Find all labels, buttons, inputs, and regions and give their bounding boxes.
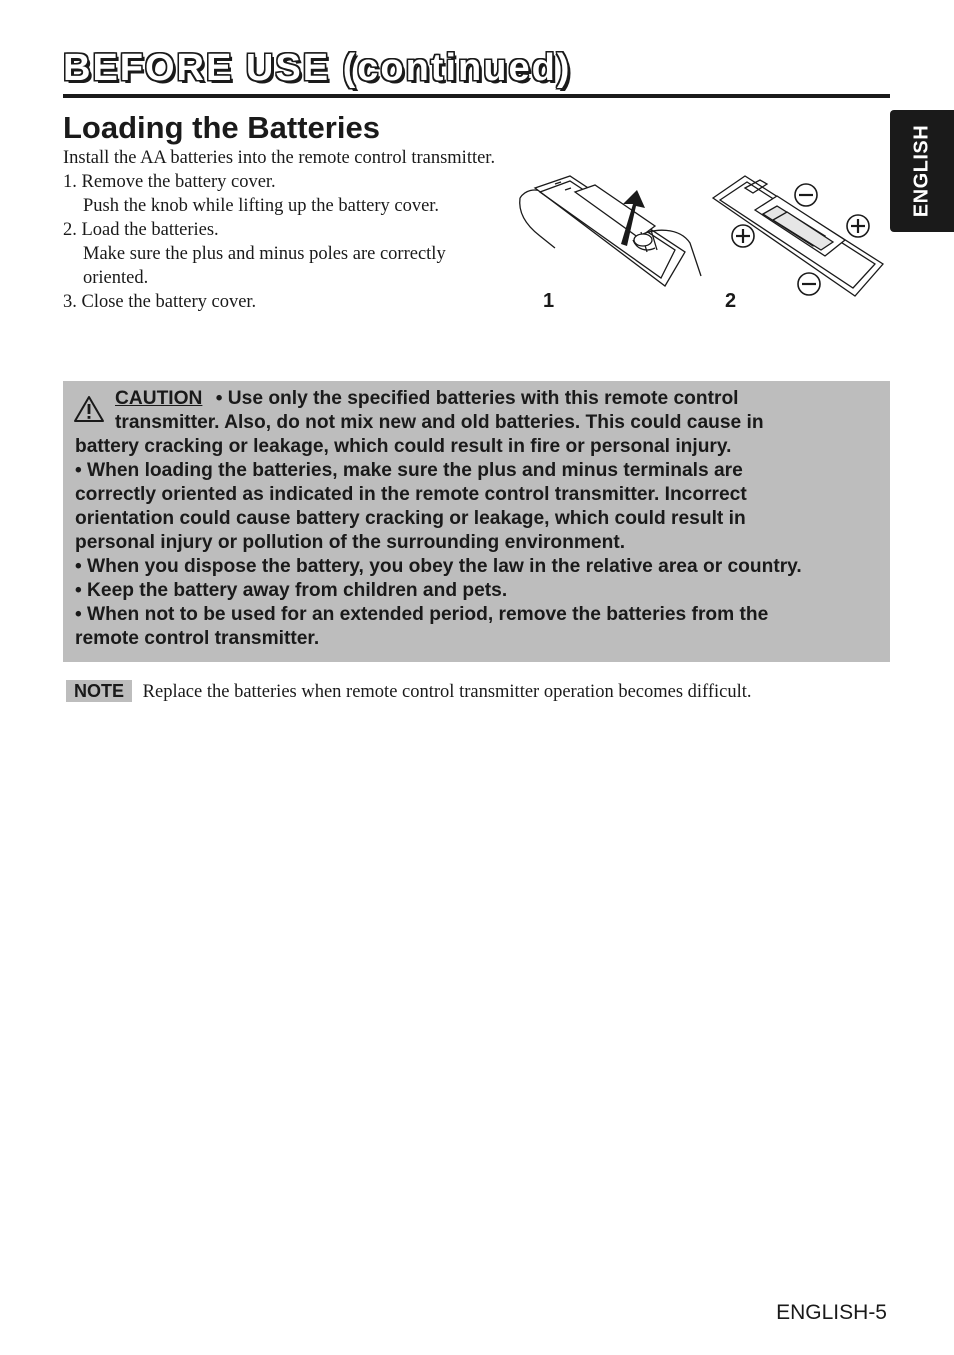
minus-pole-icon	[795, 184, 817, 206]
note-row	[66, 680, 896, 704]
warning-triangle-icon	[73, 395, 105, 423]
minus-pole-icon	[798, 273, 820, 295]
intro-text: Install the AA batteries into the remote control transmitter.	[63, 148, 496, 168]
caution-line-3: battery cracking or leakage, which could result in fire or personal injury.	[75, 436, 732, 457]
caution-line-1	[75, 387, 878, 411]
language-tab	[890, 110, 954, 232]
title-rule	[63, 94, 890, 98]
caution-line-4: • When loading the batteries, make sure the plus and minus terminals are	[75, 460, 743, 481]
section-heading: Loading the Batteries	[63, 110, 380, 145]
battery-illustration	[515, 168, 890, 320]
note-text: Replace the batteries when remote control transmitter operation becomes difficult.	[142, 682, 752, 702]
step-1-detail: Push the knob while lifting up the battery cover.	[83, 196, 440, 216]
caution-line-5: correctly oriented as indicated in the remote control transmitter. Incorrect	[75, 484, 747, 505]
step-1-title: 1. Remove the battery cover.	[63, 172, 276, 192]
figure-label-1: 1	[543, 290, 555, 312]
plus-pole-icon	[847, 215, 869, 237]
caution-line-8: • When you dispose the battery, you obey the law in the relative area or country.	[75, 556, 802, 577]
step-2-detail: Make sure the plus and minus poles are correctly oriented.	[83, 244, 446, 288]
language-tab-label: ENGLISH	[910, 124, 933, 218]
caution-line-6: orientation could cause battery cracking or leakage, which could result in	[75, 508, 746, 529]
caution-label: CAUTION	[115, 388, 203, 409]
note-badge: NOTE	[66, 680, 132, 702]
step-3-title: 3. Close the battery cover.	[63, 292, 257, 312]
caution-line-7: personal injury or pollution of the surrounding environment.	[75, 532, 626, 553]
caution-line-2: transmitter. Also, do not mix new and old batteries. This could cause in	[115, 412, 764, 433]
step-2-title: 2. Load the batteries.	[63, 220, 219, 240]
caution-line-11: remote control transmitter.	[75, 628, 320, 649]
page-title: BEFORE USE (continued)	[63, 47, 572, 89]
caution-text: • Use only the specified batteries with this remote control	[215, 388, 739, 409]
caution-line-10: • When not to be used for an extended period, remove the batteries from the	[75, 604, 769, 625]
instructions	[63, 146, 503, 314]
caution-box	[63, 381, 890, 662]
caution-line-9: • Keep the battery away from children and pets.	[75, 580, 508, 601]
page-number: ENGLISH-5	[776, 1301, 887, 1324]
figure-label-2: 2	[725, 290, 737, 312]
plus-pole-icon	[732, 225, 754, 247]
remote-open-cover-drawing	[520, 176, 701, 286]
